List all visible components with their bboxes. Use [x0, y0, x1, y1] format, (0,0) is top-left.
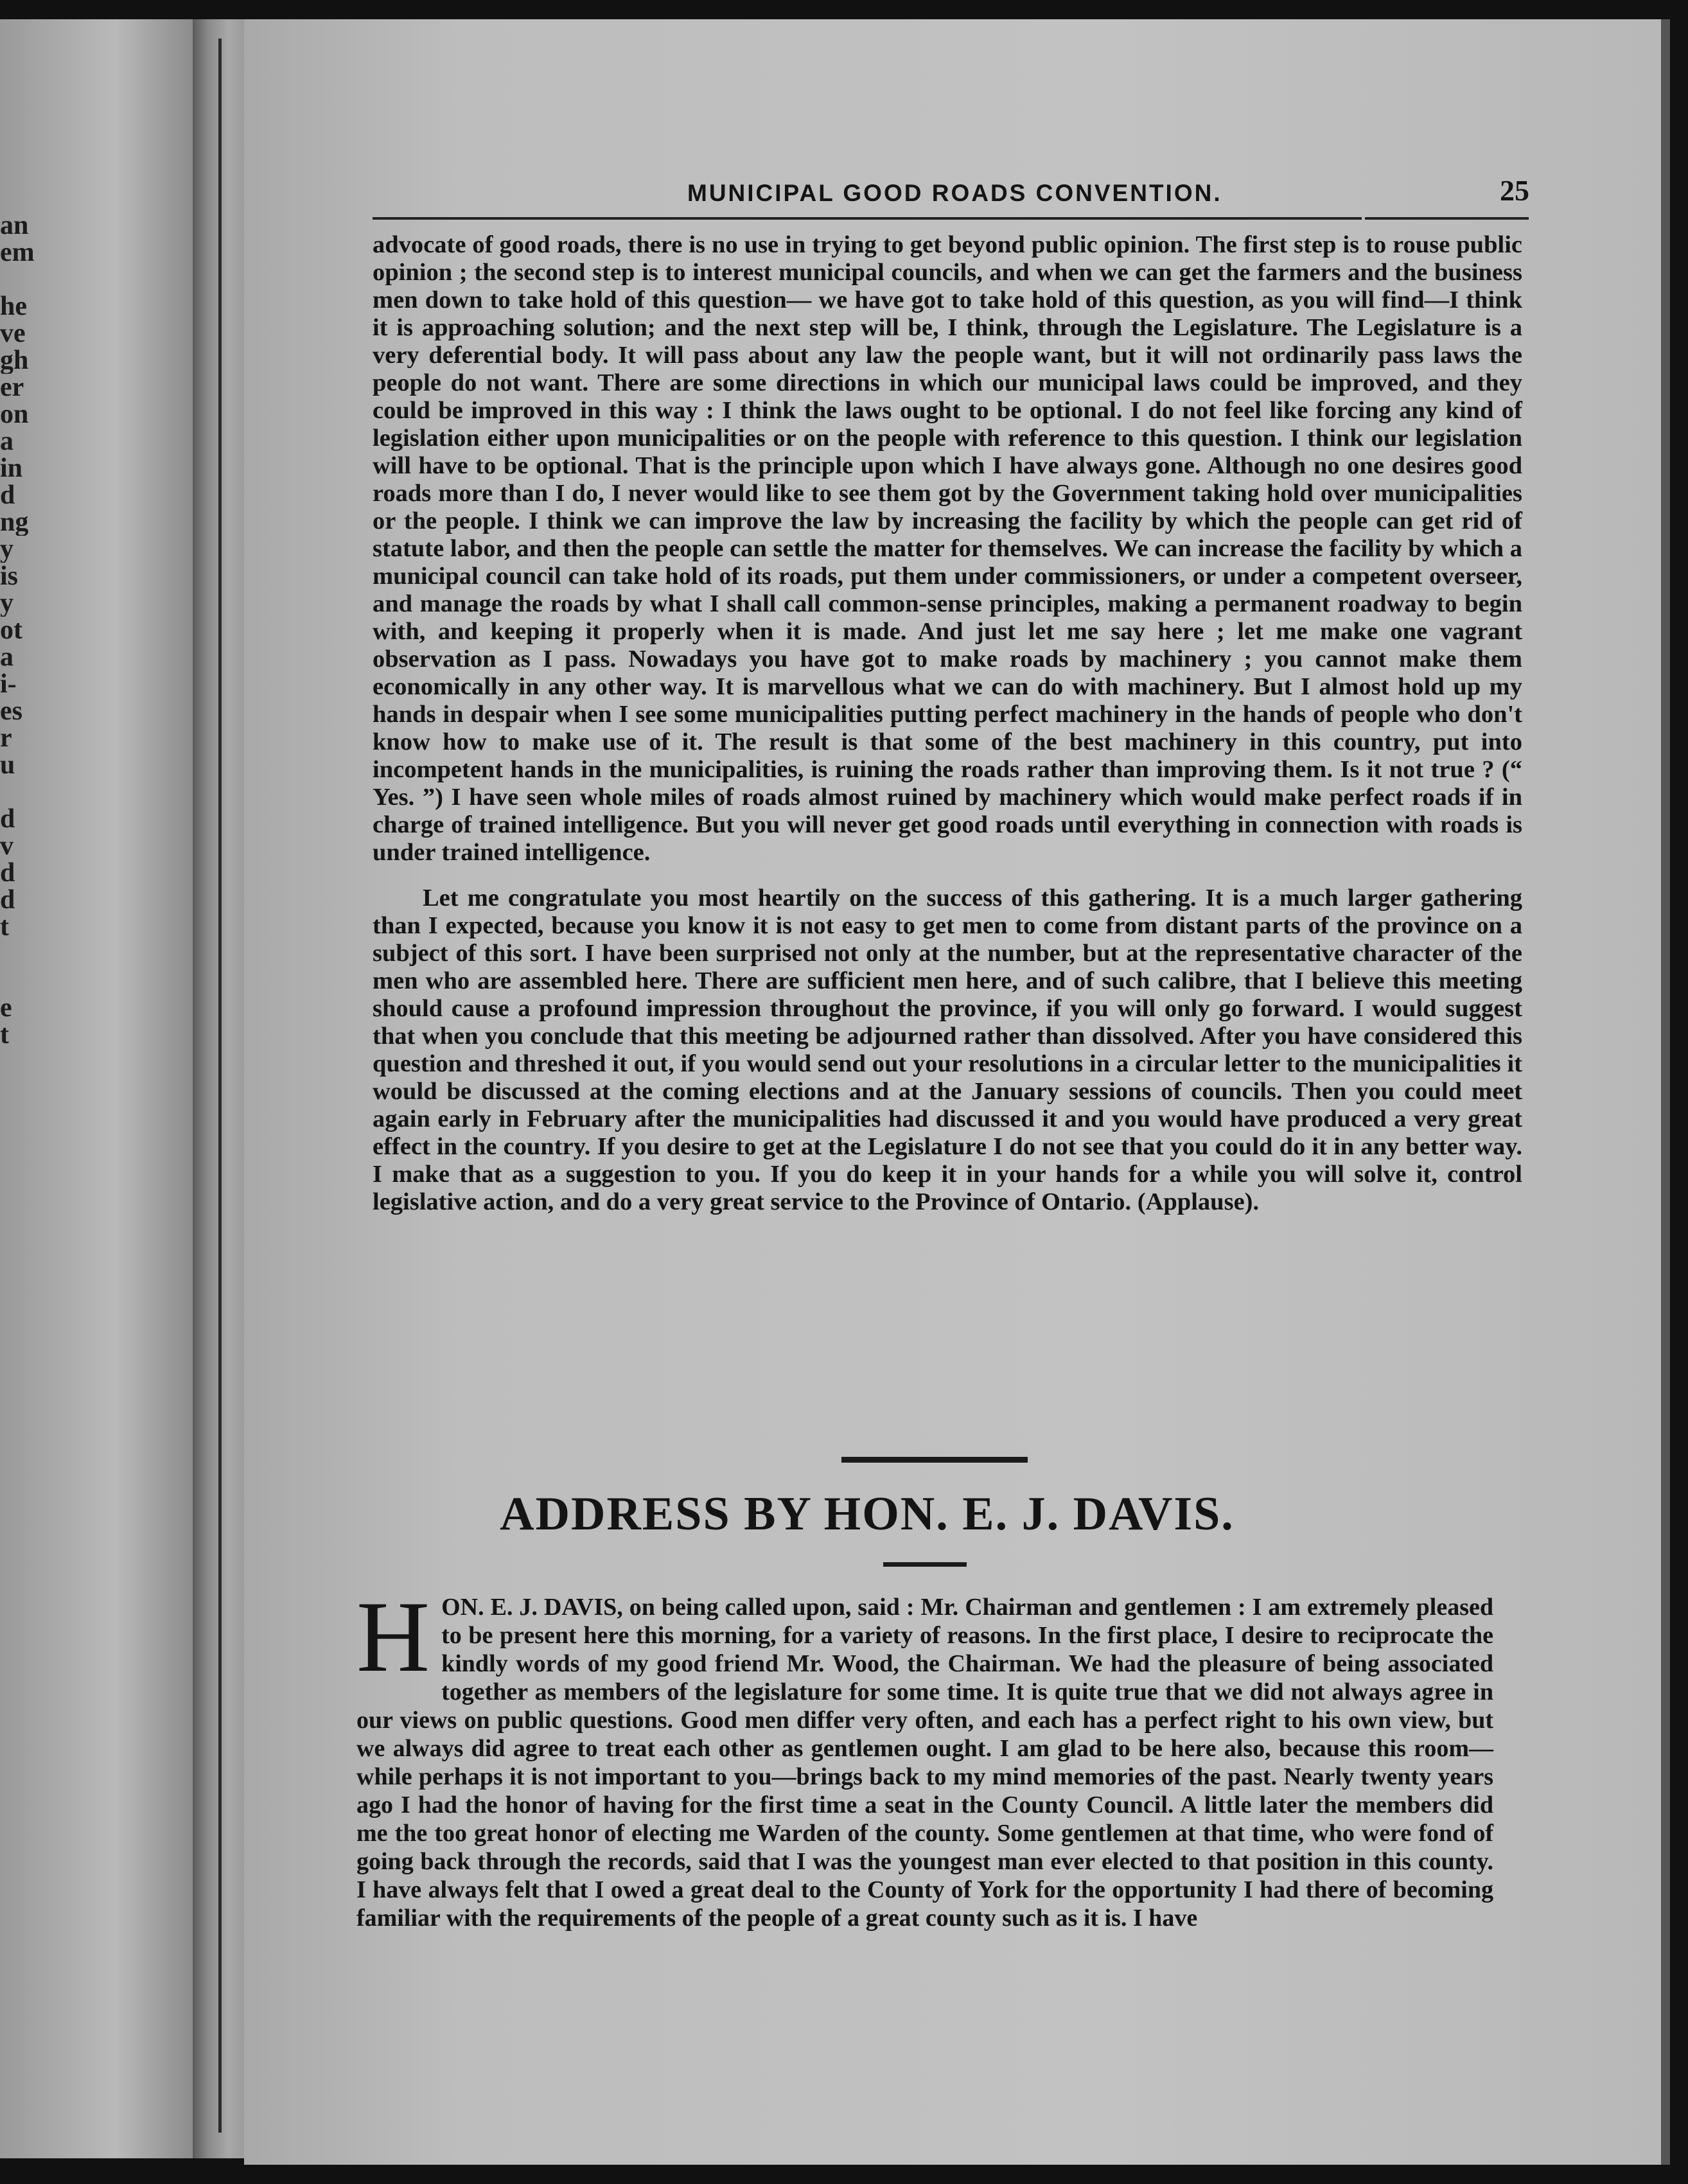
left-fragment: y	[0, 536, 13, 563]
header-rule	[373, 217, 1362, 220]
header-rule-right	[1365, 217, 1529, 220]
drop-cap: H	[356, 1581, 430, 1693]
ornamental-rule-top	[841, 1457, 1028, 1463]
left-fragment: d	[0, 886, 15, 913]
left-fragment: t	[0, 1021, 9, 1048]
left-fragment: em	[0, 239, 35, 266]
running-title: MUNICIPAL GOOD ROADS CONVENTION.	[687, 180, 1222, 206]
left-fragment: y	[0, 590, 13, 617]
left-fragment: a	[0, 428, 13, 455]
left-fragment: u	[0, 752, 15, 779]
left-fragment: d	[0, 859, 15, 886]
left-fragment: es	[0, 698, 22, 725]
ornamental-rule-bottom	[883, 1562, 967, 1567]
left-fragment: er	[0, 374, 24, 401]
left-fragment	[0, 940, 39, 967]
binding-line	[218, 39, 222, 2133]
left-fragment: ot	[0, 617, 22, 644]
left-fragment: a	[0, 644, 13, 671]
address-body	[356, 1581, 1493, 1932]
left-page-text-fragments	[0, 212, 39, 1048]
paragraph: Let me congratulate you most heartily on the success of this gathering. It is a much larger gathering than I expected, because you know it is not easy to get men to come from distant parts of the province on a subject of this sort. I have been surprised not only at the number, but at the representative character of the men who are assembled here. There are sufficient men here, and of such calibre, that I believe this meeting should cause a profound impression throughout the province, if you will only go forward. I would suggest that when you conclude that this meeting be adjourned rather than dissolved. After you have considered this question and threshed it out, if you would send out your resolutions in a circular letter to the municipalities it would be discussed at the coming elections and at the January sessions of councils. Then you could meet again early in February after the municipalities had discussed it and you would have produced a very great effect in the country. If you desire to get at the Legislature I do not see that you could do it in any better way. I make that as a suggestion to you. If you do keep it in your hands for a while you will solve it, control legislative action, and do a very great service to the Province of Ontario. (Applause).	[373, 885, 1522, 1215]
left-fragment: d	[0, 482, 15, 509]
page-header	[373, 173, 1529, 218]
left-fragment: ng	[0, 509, 29, 536]
left-fragment: r	[0, 725, 12, 752]
left-page-edge	[0, 19, 193, 2158]
left-fragment: d	[0, 806, 15, 832]
page-edge-shadow	[1661, 19, 1670, 2165]
page-number: 25	[1500, 174, 1529, 207]
left-fragment: on	[0, 401, 29, 428]
left-fragment: an	[0, 212, 29, 239]
section-heading: ADDRESS BY HON. E. J. DAVIS.	[500, 1488, 1235, 1540]
left-fragment: in	[0, 455, 23, 482]
speech-continuation	[373, 231, 1522, 1216]
left-fragment	[0, 266, 39, 293]
left-fragment: i-	[0, 671, 17, 698]
left-fragment	[0, 967, 39, 994]
left-fragment: is	[0, 563, 19, 590]
left-fragment: ve	[0, 320, 26, 347]
left-fragment: e	[0, 994, 12, 1021]
left-fragment: v	[0, 832, 13, 859]
paragraph: advocate of good roads, there is no use in trying to get beyond public opinion. The first step is to rouse public opinion ; the second step is to interest municipal councils, and when we can get the farmers and the business men down to take hold of this question— we have got to take hold of this question, as you will find—I think it is approaching solution; and the next step will be, I think, through the Legislature. The Legislature is a very deferential body. It will pass about any law the people want, but it will not ordinarily pass laws the people do not want. There are some directions in which our municipal laws could be improved, and they could be improved in this way : I think the laws ought to be optional. I do not feel like forcing any kind of legislation either upon municipalities or on the people with reference to this question. I think our legislation will have to be optional. That is the principle upon which I have always gone. Although no one desires good roads more than I do, I never would like to see them got by the Government taking hold over municipalities or the people. I think we can improve the law by increasing the facility by which the people can get rid of statute labor, and then the people can settle the matter for themselves. We can increase the facility by which a municipal council can take hold of its roads, put them under commissioners, or under a competent overseer, and manage the roads by what I shall call common-sense principles, making a permanent roadway to begin with, and keeping it properly when it is made. And just let me say here ; let me make one vagrant observation as I pass. Nowadays you have got to make roads by machinery ; you cannot make them economically in any other way. It is marvellous what we can do with machinery. But I almost hold up my hands in despair when I see some municipalities putting perfect machinery in the hands of people who don't know how to make use of it. The result is that some of the best machinery in this country, put into incompetent hands in the municipalities, is ruining the roads rather than improving them. Is it not true ? (“ Yes. ”) I have seen whole miles of roads almost ruined by machinery which would make perfect roads if in charge of trained intelligence. But you will never get good roads until everything in connection with roads is under trained intelligence.	[373, 231, 1522, 866]
left-fragment: t	[0, 913, 9, 940]
left-fragment: he	[0, 293, 27, 320]
left-fragment	[0, 779, 39, 806]
paragraph: ON. E. J. DAVIS, on being called upon, said : Mr. Chairman and gentlemen : I am extremely pleased to be present here this morning, for a variety of reasons. In the first place, I desire to reciprocate the kindly words of my good friend Mr. Wood, the Chairman. We had the pleasure of being associated together as members of the legislature for some time. It is quite true that we did not always agree in our views on public questions. Good men differ very often, and each has a perfect right to his own view, but we always did agree to treat each other as gentlemen ought. I am glad to be here also, because this room—while perhaps it is not important to you—brings back to my mind memories of the past. Nearly twenty years ago I had the honor of having for the first time a seat in the County Council. A little later the members did me the too great honor of electing me Warden of the county. Some gentlemen at that time, who were fond of going back through the records, said that I was the youngest man ever elected to that position in this county. I have always felt that I owed a great deal to the County of York for the opportunity I had there of becoming familiar with the requirements of the people of a great county such as it is. I have	[356, 1594, 1493, 1932]
left-fragment: gh	[0, 347, 29, 374]
